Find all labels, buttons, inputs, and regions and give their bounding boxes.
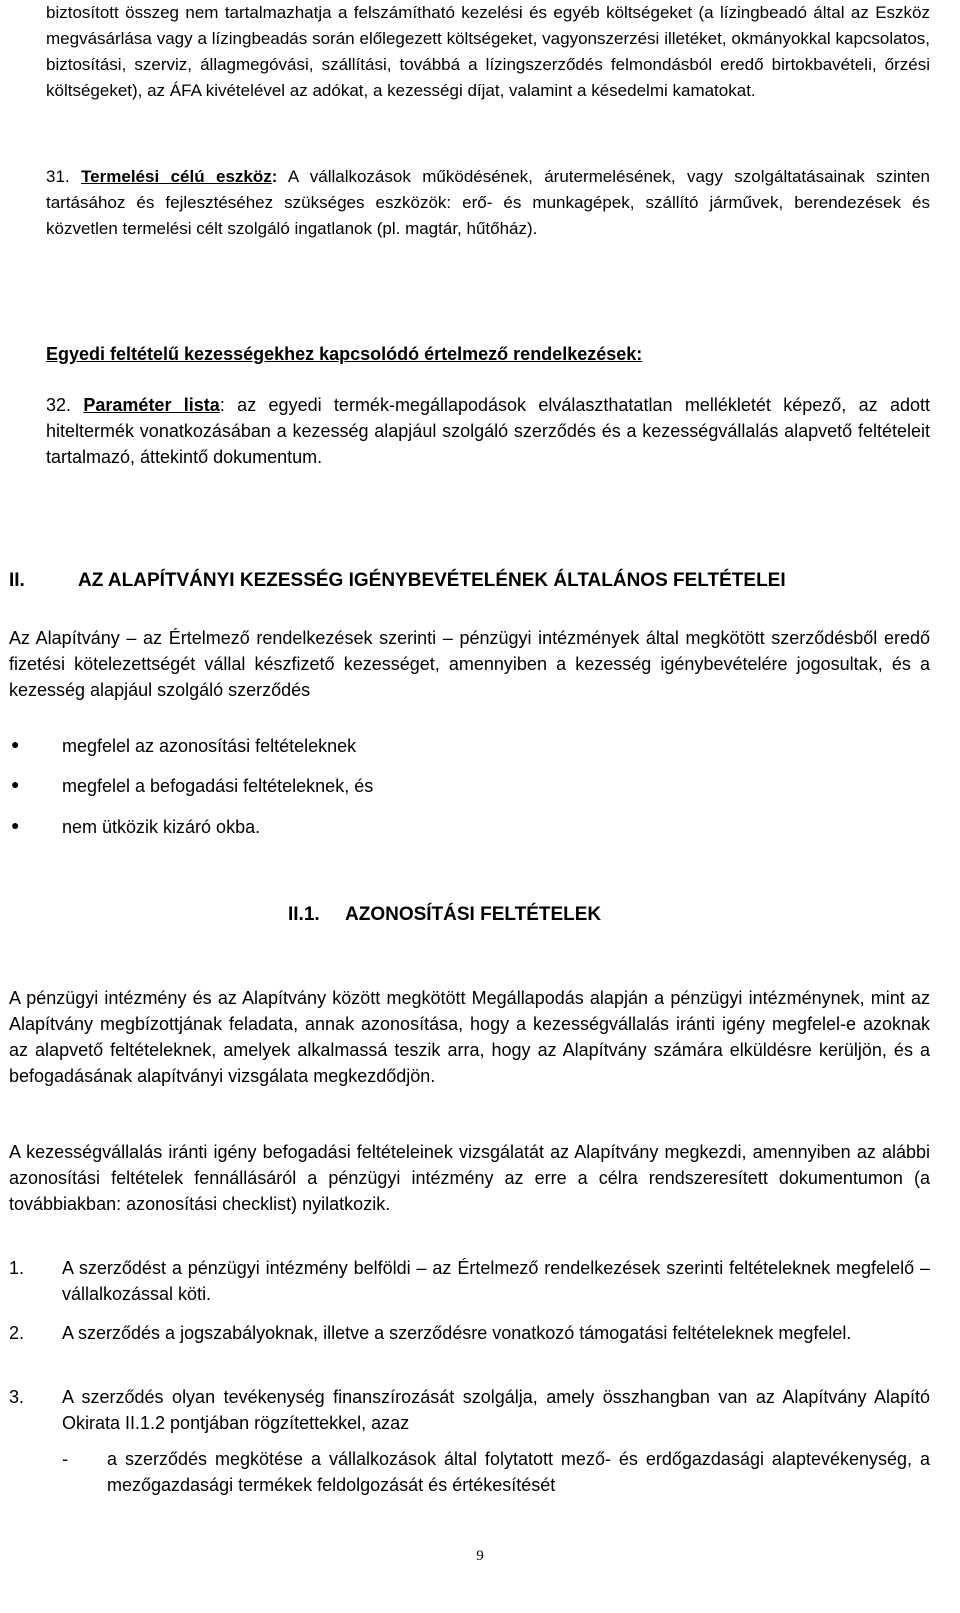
bullet-item: megfelel a befogadási feltételeknek, és <box>62 776 374 796</box>
definition-32 <box>46 392 930 470</box>
bullet-icon: ● <box>11 817 20 833</box>
section-ii-title: AZ ALAPÍTVÁNYI KEZESSÉG IGÉNYBEVÉTELÉNEK ÁLTALÁNOS FELTÉTELEI <box>78 570 786 591</box>
sub-item-dash: - <box>62 1449 68 1469</box>
definition-31 <box>46 164 930 242</box>
list-item-number: 3. <box>9 1387 25 1407</box>
definition-32-text: : az egyedi termék-megállapodások elválaszthatatlan mellékletét képező, az adott hiteltermék vonatkozásában a kezesség alapjául szolgáló szerződés és a kezességvállalás alapvető feltételeit tartalmazó, áttekintő dokumentum. <box>46 395 930 467</box>
list-item: A szerződést a pénzügyi intézmény belföldi – az Értelmező rendelkezések szerinti feltételeknek megfelelő – vállalkozással köti. <box>62 1258 930 1304</box>
definition-31-term: Termelési célú eszköz <box>81 167 272 186</box>
definition-31-text: A vállalkozások működésének, árutermelésének, vagy szolgáltatásainak szinten tartásához és fejlesztéséhez szükséges eszközök: erő- és munkagépek, szállító járművek, berendezések és közvetlen termelési célt szolgáló ingatlanok (pl. magtár, hűtőház). <box>46 167 930 238</box>
section-ii1-paragraph-2: A kezességvállalás iránti igény befogadási feltételeinek vizsgálatát az Alapítvány megkezdi, amennyiben az alábbi azonosítási feltételek fennállásáról a pénzügyi intézmény az erre a célra rendszeresített dokumentumon (a továbbiakban: azonosítási checklist) nyilatkozik. <box>9 1142 930 1214</box>
sub-list-item: a szerződés megkötése a vállalkozások által folytatott mező- és erdőgazdasági alaptevékenység, a mezőgazdasági termékek feldolgozását és értékesítését <box>107 1449 930 1495</box>
section-ii-number: II. <box>9 570 25 591</box>
page-number: 9 <box>476 1548 484 1564</box>
intro-paragraph: biztosított összeg nem tartalmazhatja a felszámítható kezelési és egyéb költségeket (a lízingbeadó által az Eszköz megvásárlása vagy a lízingbeadás során előlegezett költségeket, vagyonszerzési illetéket, okmányokkal kapcsolatos, biztosítási, szerviz, állagmegóvási, szállítási, továbbá a lízingszerződés felmondásból eredő birtokbavételi, őrzési költségeket), az ÁFA kivételével az adókat, a kezességi díjat, valamint a késedelmi kamatokat. <box>46 3 930 100</box>
section-ii1-number: II.1. <box>288 904 320 925</box>
bullet-icon: ● <box>11 736 20 752</box>
section-ii-intro: Az Alapítvány – az Értelmező rendelkezések szerinti – pénzügyi intézmények által megkötött szerződésből eredő fizetési kötelezettségét vállal készfizető kezességet, amennyiben a kezesség igénybevételére jogosultak, és a kezesség alapjául szolgáló szerződés <box>9 628 930 700</box>
definition-32-term: Paraméter lista <box>83 395 220 415</box>
definition-31-colon: : <box>271 167 278 186</box>
definition-31-number: 31. <box>46 167 70 186</box>
section-ii1-title: AZONOSÍTÁSI FELTÉTELEK <box>345 904 602 925</box>
list-item-number: 2. <box>9 1323 25 1343</box>
bullet-item: megfelel az azonosítási feltételeknek <box>62 736 357 756</box>
list-item: A szerződés a jogszabályoknak, illetve a szerződésre vonatkozó támogatási feltételeknek megfelel. <box>62 1323 852 1343</box>
section-ii1-paragraph-1: A pénzügyi intézmény és az Alapítvány között megkötött Megállapodás alapján a pénzügyi intézménynek, mint az Alapítvány megbízottjának feladata, annak azonosítása, hogy a kezességvállalás iránti igény megfelel-e azoknak az alapvető feltételeknek, amelyek alkalmassá teszik arra, hogy az Alapítvány számára elküldésre kerüljön, és a befogadásának alapítványi vizsgálata megkezdődjön. <box>9 988 930 1086</box>
special-definitions-heading: Egyedi feltételű kezességekhez kapcsolódó értelmező rendelkezések: <box>46 344 643 364</box>
list-item: A szerződés olyan tevékenység finanszírozását szolgálja, amely összhangban van az Alapítvány Alapító Okirata II.1.2 pontjában rögzítettekkel, azaz <box>62 1387 930 1433</box>
bullet-item: nem ütközik kizáró okba. <box>62 817 261 837</box>
definition-32-number: 32. <box>46 395 72 415</box>
list-item-number: 1. <box>9 1258 25 1278</box>
bullet-icon: ● <box>11 776 20 792</box>
